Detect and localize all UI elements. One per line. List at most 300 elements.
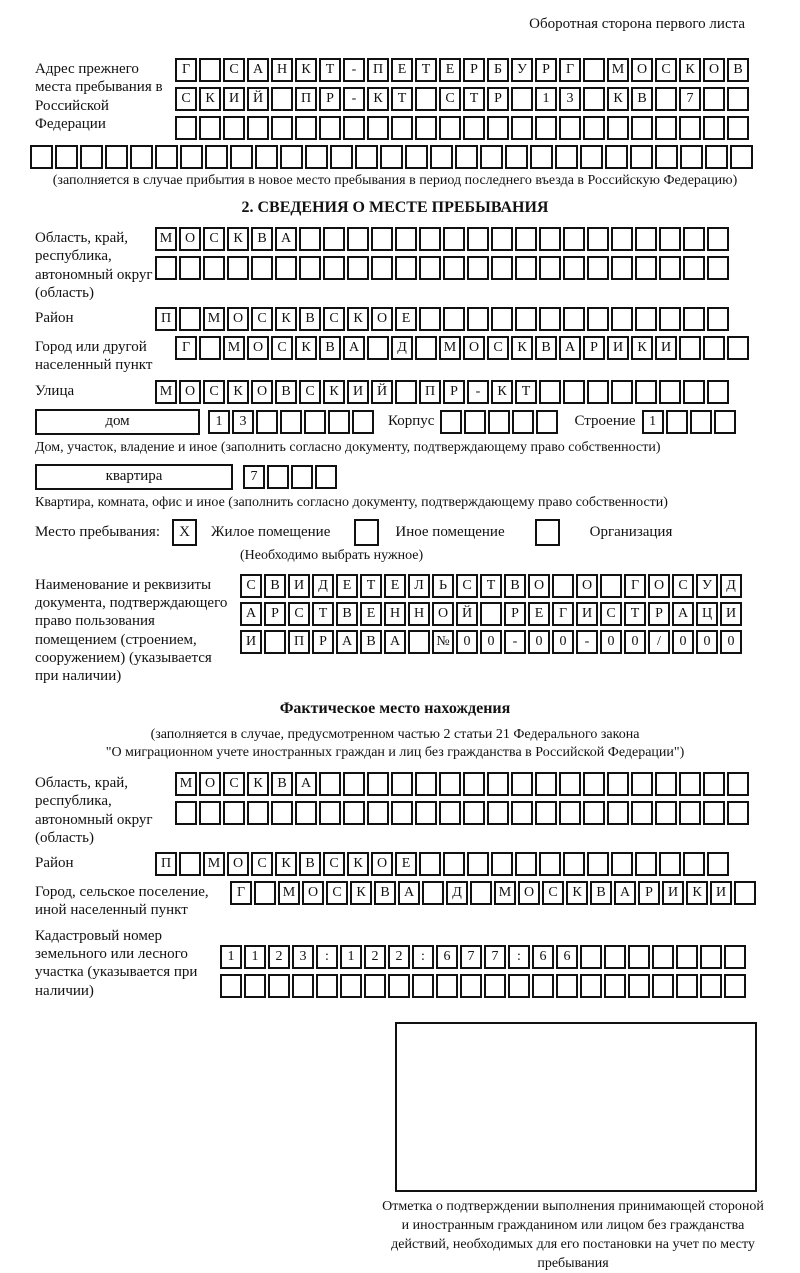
char-cell	[323, 227, 345, 251]
char-cell	[535, 116, 557, 140]
char-cell: 1	[340, 945, 362, 969]
char-cell	[175, 116, 197, 140]
char-cell	[271, 801, 293, 825]
char-cell	[679, 336, 701, 360]
char-cell: 7	[460, 945, 482, 969]
char-cell: С	[203, 380, 225, 404]
char-cell	[724, 974, 746, 998]
char-cell	[605, 145, 628, 169]
char-cell	[199, 801, 221, 825]
char-cell	[367, 801, 389, 825]
char-cell: К	[275, 307, 297, 331]
char-cell	[256, 410, 278, 434]
char-cell	[535, 772, 557, 796]
char-cell: 3	[232, 410, 254, 434]
prev-address-row-1	[175, 58, 749, 82]
char-cell	[730, 145, 753, 169]
char-cell: Р	[312, 630, 334, 654]
char-cell: 2	[364, 945, 386, 969]
char-cell	[600, 574, 622, 598]
char-cell	[727, 801, 749, 825]
char-cell: А	[398, 881, 420, 905]
char-cell: К	[323, 380, 345, 404]
char-cell: С	[655, 58, 677, 82]
char-cell	[347, 227, 369, 251]
char-cell	[30, 145, 53, 169]
char-cell	[630, 145, 653, 169]
char-cell	[179, 307, 201, 331]
char-cell: К	[227, 227, 249, 251]
char-cell	[316, 974, 338, 998]
actual-location-note-1: (заполняется в случае, предусмотренном частью 2 статьи 21 Федерального закона	[150, 726, 640, 742]
char-cell: И	[576, 602, 598, 626]
char-cell	[251, 256, 273, 280]
char-cell	[604, 974, 626, 998]
checkbox-residential: X	[172, 519, 197, 546]
char-cell	[487, 772, 509, 796]
char-cell	[539, 852, 561, 876]
char-cell	[607, 116, 629, 140]
cadastral-block	[35, 925, 755, 1000]
char-cell: К	[227, 380, 249, 404]
char-cell	[505, 145, 528, 169]
char-cell: 0	[552, 630, 574, 654]
char-cell: 1	[220, 945, 242, 969]
char-cell	[280, 145, 303, 169]
char-cell: 7	[243, 465, 265, 489]
char-cell	[655, 801, 677, 825]
char-cell: П	[155, 852, 177, 876]
char-cell: С	[251, 852, 273, 876]
char-cell: Й	[247, 87, 269, 111]
char-cell: №	[432, 630, 454, 654]
char-cell	[271, 116, 293, 140]
char-cell	[488, 410, 510, 434]
char-cell	[583, 58, 605, 82]
char-cell: 2	[388, 945, 410, 969]
char-cell: Н	[271, 58, 293, 82]
district-block	[35, 307, 755, 331]
char-cell	[563, 852, 585, 876]
char-cell: О	[179, 227, 201, 251]
char-cell: 6	[556, 945, 578, 969]
char-cell: 1	[642, 410, 664, 434]
char-cell	[679, 801, 701, 825]
char-cell: И	[347, 380, 369, 404]
char-cell: С	[487, 336, 509, 360]
char-cell: В	[336, 602, 358, 626]
cadastral-row-2	[220, 974, 746, 998]
actual-location-title: Фактическое место нахождения	[279, 699, 511, 717]
char-cell	[80, 145, 103, 169]
char-cell: К	[247, 772, 269, 796]
prev-address-row-3	[175, 116, 749, 140]
char-cell	[275, 256, 297, 280]
char-cell	[395, 380, 417, 404]
char-cell	[659, 307, 681, 331]
char-cell	[264, 630, 286, 654]
char-cell: Н	[384, 602, 406, 626]
char-cell	[491, 852, 513, 876]
char-cell: Р	[638, 881, 660, 905]
char-cell	[734, 881, 756, 905]
char-cell	[130, 145, 153, 169]
char-cell	[679, 116, 701, 140]
char-cell	[690, 410, 712, 434]
char-cell: -	[343, 87, 365, 111]
char-cell: Й	[456, 602, 478, 626]
char-cell: Р	[535, 58, 557, 82]
house-type-box: дом	[35, 409, 200, 435]
street-row	[155, 380, 729, 404]
char-cell	[536, 410, 558, 434]
char-cell	[511, 116, 533, 140]
char-cell: С	[456, 574, 478, 598]
document-block	[35, 574, 755, 686]
char-cell: Н	[408, 602, 430, 626]
char-cell: 6	[436, 945, 458, 969]
char-cell: /	[648, 630, 670, 654]
char-cell	[295, 801, 317, 825]
actual-city-row	[230, 881, 756, 905]
district-label: Район	[35, 310, 74, 327]
char-cell: Г	[624, 574, 646, 598]
actual-region-block	[35, 772, 755, 847]
char-cell	[430, 145, 453, 169]
char-cell	[607, 801, 629, 825]
stroenie-row	[642, 410, 736, 434]
char-cell	[659, 380, 681, 404]
char-cell	[280, 410, 302, 434]
char-cell: П	[367, 58, 389, 82]
char-cell	[703, 87, 725, 111]
char-cell: С	[600, 602, 622, 626]
char-cell	[683, 256, 705, 280]
char-cell	[415, 772, 437, 796]
checkbox-other-premises	[354, 519, 379, 546]
char-cell	[371, 227, 393, 251]
char-cell	[727, 772, 749, 796]
char-cell: 0	[720, 630, 742, 654]
char-cell	[295, 116, 317, 140]
char-cell	[352, 410, 374, 434]
char-cell	[587, 380, 609, 404]
char-cell	[703, 772, 725, 796]
char-cell: К	[350, 881, 372, 905]
char-cell: П	[288, 630, 310, 654]
char-cell	[55, 145, 78, 169]
char-cell	[391, 772, 413, 796]
char-cell	[415, 87, 437, 111]
char-cell	[707, 227, 729, 251]
char-cell: Е	[395, 307, 417, 331]
char-cell	[480, 602, 502, 626]
char-cell	[271, 87, 293, 111]
char-cell	[587, 227, 609, 251]
char-cell: С	[203, 227, 225, 251]
char-cell: Е	[395, 852, 417, 876]
document-label: Наименование и реквизиты документа, подтверждающего право пользования помещением (строением, сооружением) (указывается при наличии)	[35, 576, 228, 685]
stay-type-note: (Необходимо выбрать нужное)	[240, 547, 424, 563]
char-cell	[330, 145, 353, 169]
char-cell: М	[494, 881, 516, 905]
char-cell: С	[288, 602, 310, 626]
char-cell	[230, 145, 253, 169]
char-cell	[727, 87, 749, 111]
char-cell: С	[223, 772, 245, 796]
char-cell: 1	[535, 87, 557, 111]
char-cell	[539, 307, 561, 331]
char-cell	[583, 772, 605, 796]
char-cell	[223, 116, 245, 140]
char-cell	[559, 116, 581, 140]
char-cell: В	[631, 87, 653, 111]
char-cell: О	[227, 852, 249, 876]
char-cell: С	[326, 881, 348, 905]
char-cell	[539, 227, 561, 251]
checkbox-organization	[535, 519, 560, 546]
char-cell	[436, 974, 458, 998]
char-cell: И	[710, 881, 732, 905]
char-cell: Т	[515, 380, 537, 404]
street-label: Улица	[35, 382, 75, 399]
char-cell: Д	[312, 574, 334, 598]
char-cell	[405, 145, 428, 169]
char-cell	[700, 945, 722, 969]
char-cell	[364, 974, 386, 998]
char-cell	[679, 772, 701, 796]
char-cell: М	[175, 772, 197, 796]
char-cell: 0	[480, 630, 502, 654]
char-cell	[484, 974, 506, 998]
char-cell: А	[275, 227, 297, 251]
char-cell	[299, 256, 321, 280]
char-cell	[463, 801, 485, 825]
char-cell	[583, 801, 605, 825]
char-cell: К	[511, 336, 533, 360]
korpus-label: Корпус	[388, 412, 435, 429]
char-cell	[203, 256, 225, 280]
char-cell	[254, 881, 276, 905]
char-cell	[244, 974, 266, 998]
char-cell	[655, 116, 677, 140]
char-cell	[635, 307, 657, 331]
char-cell	[515, 256, 537, 280]
registration-stamp-box	[395, 1022, 757, 1192]
char-cell: К	[295, 58, 317, 82]
prev-address-row-2	[175, 87, 749, 111]
char-cell: :	[508, 945, 530, 969]
region-block	[35, 227, 755, 302]
char-cell	[205, 145, 228, 169]
char-cell	[559, 772, 581, 796]
char-cell: С	[439, 87, 461, 111]
char-cell	[580, 974, 602, 998]
char-cell: :	[316, 945, 338, 969]
char-cell: В	[504, 574, 526, 598]
char-cell	[487, 116, 509, 140]
char-cell: В	[360, 630, 382, 654]
char-cell	[611, 380, 633, 404]
char-cell: Р	[648, 602, 670, 626]
district-row	[155, 307, 729, 331]
char-cell: Д	[446, 881, 468, 905]
char-cell	[652, 945, 674, 969]
char-cell	[380, 145, 403, 169]
char-cell	[655, 772, 677, 796]
char-cell: А	[240, 602, 262, 626]
char-cell: -	[343, 58, 365, 82]
char-cell: В	[535, 336, 557, 360]
char-cell	[292, 974, 314, 998]
stroenie-label: Строение	[574, 412, 636, 429]
char-cell: С	[323, 852, 345, 876]
char-cell: О	[631, 58, 653, 82]
document-row-1	[240, 574, 742, 598]
char-cell	[515, 307, 537, 331]
prev-address-label: Адрес прежнего места пребывания в Российской Федерации	[35, 61, 163, 132]
page-side-note: Оборотная сторона первого листа	[529, 16, 745, 32]
char-cell	[408, 630, 430, 654]
apartment-note: Квартира, комната, офис и иное (заполнить согласно документу, подтверждающему право собственности)	[35, 494, 668, 510]
char-cell: У	[696, 574, 718, 598]
apartment-type-box: квартира	[35, 464, 233, 490]
char-cell	[443, 852, 465, 876]
char-cell: К	[686, 881, 708, 905]
char-cell	[703, 116, 725, 140]
char-cell	[628, 974, 650, 998]
char-cell: Ц	[696, 602, 718, 626]
actual-region-row-1	[175, 772, 749, 796]
char-cell	[422, 881, 444, 905]
char-cell	[419, 307, 441, 331]
char-cell	[487, 801, 509, 825]
char-cell: О	[227, 307, 249, 331]
char-cell: С	[240, 574, 262, 598]
char-cell: С	[271, 336, 293, 360]
char-cell	[439, 801, 461, 825]
char-cell	[439, 772, 461, 796]
char-cell: Г	[230, 881, 252, 905]
char-cell: О	[251, 380, 273, 404]
char-cell	[443, 227, 465, 251]
char-cell	[556, 974, 578, 998]
char-cell: Е	[336, 574, 358, 598]
char-cell: А	[295, 772, 317, 796]
char-cell: -	[504, 630, 526, 654]
char-cell: Р	[463, 58, 485, 82]
char-cell: Й	[371, 380, 393, 404]
char-cell	[155, 145, 178, 169]
char-cell: О	[576, 574, 598, 598]
char-cell	[323, 256, 345, 280]
actual-district-row	[155, 852, 729, 876]
char-cell	[631, 116, 653, 140]
char-cell	[419, 227, 441, 251]
char-cell	[707, 852, 729, 876]
char-cell	[635, 256, 657, 280]
char-cell	[563, 256, 585, 280]
char-cell: Г	[175, 58, 197, 82]
char-cell	[467, 852, 489, 876]
char-cell	[180, 145, 203, 169]
char-cell: О	[371, 852, 393, 876]
char-cell	[703, 801, 725, 825]
char-cell	[291, 465, 313, 489]
house-number-row	[208, 410, 374, 434]
char-cell: О	[648, 574, 670, 598]
char-cell	[666, 410, 688, 434]
char-cell: К	[275, 852, 297, 876]
char-cell: Р	[583, 336, 605, 360]
char-cell: В	[374, 881, 396, 905]
char-cell: С	[175, 87, 197, 111]
char-cell	[604, 945, 626, 969]
char-cell	[652, 974, 674, 998]
apartment-number-row	[243, 465, 337, 489]
char-cell: О	[432, 602, 454, 626]
char-cell	[611, 307, 633, 331]
char-cell	[611, 256, 633, 280]
char-cell	[491, 307, 513, 331]
char-cell	[328, 410, 350, 434]
char-cell: Г	[175, 336, 197, 360]
char-cell: М	[278, 881, 300, 905]
char-cell	[727, 116, 749, 140]
char-cell: В	[727, 58, 749, 82]
char-cell: -	[467, 380, 489, 404]
char-cell	[467, 307, 489, 331]
house-note: Дом, участок, владение и иное (заполнить согласно документу, подтверждающему право собственности)	[35, 439, 661, 455]
char-cell	[611, 852, 633, 876]
char-cell	[512, 410, 534, 434]
char-cell: К	[566, 881, 588, 905]
korpus-row	[440, 410, 558, 434]
char-cell	[724, 945, 746, 969]
char-cell: П	[295, 87, 317, 111]
city-label: Город или другой населенный пункт	[35, 339, 153, 374]
char-cell	[480, 145, 503, 169]
char-cell	[631, 801, 653, 825]
char-cell: 0	[696, 630, 718, 654]
char-cell: С	[323, 307, 345, 331]
char-cell: В	[264, 574, 286, 598]
char-cell	[491, 256, 513, 280]
char-cell	[559, 801, 581, 825]
char-cell	[391, 116, 413, 140]
char-cell: О	[528, 574, 550, 598]
char-cell	[443, 256, 465, 280]
document-row-3	[240, 630, 742, 654]
char-cell: К	[347, 307, 369, 331]
char-cell: Д	[720, 574, 742, 598]
char-cell: А	[384, 630, 406, 654]
char-cell	[255, 145, 278, 169]
char-cell: Т	[415, 58, 437, 82]
char-cell	[199, 58, 221, 82]
char-cell: Е	[360, 602, 382, 626]
char-cell	[539, 380, 561, 404]
char-cell: 3	[559, 87, 581, 111]
char-cell	[367, 772, 389, 796]
char-cell	[227, 256, 249, 280]
char-cell: А	[614, 881, 636, 905]
char-cell: С	[672, 574, 694, 598]
char-cell	[676, 974, 698, 998]
char-cell	[343, 772, 365, 796]
char-cell	[319, 801, 341, 825]
char-cell	[367, 336, 389, 360]
